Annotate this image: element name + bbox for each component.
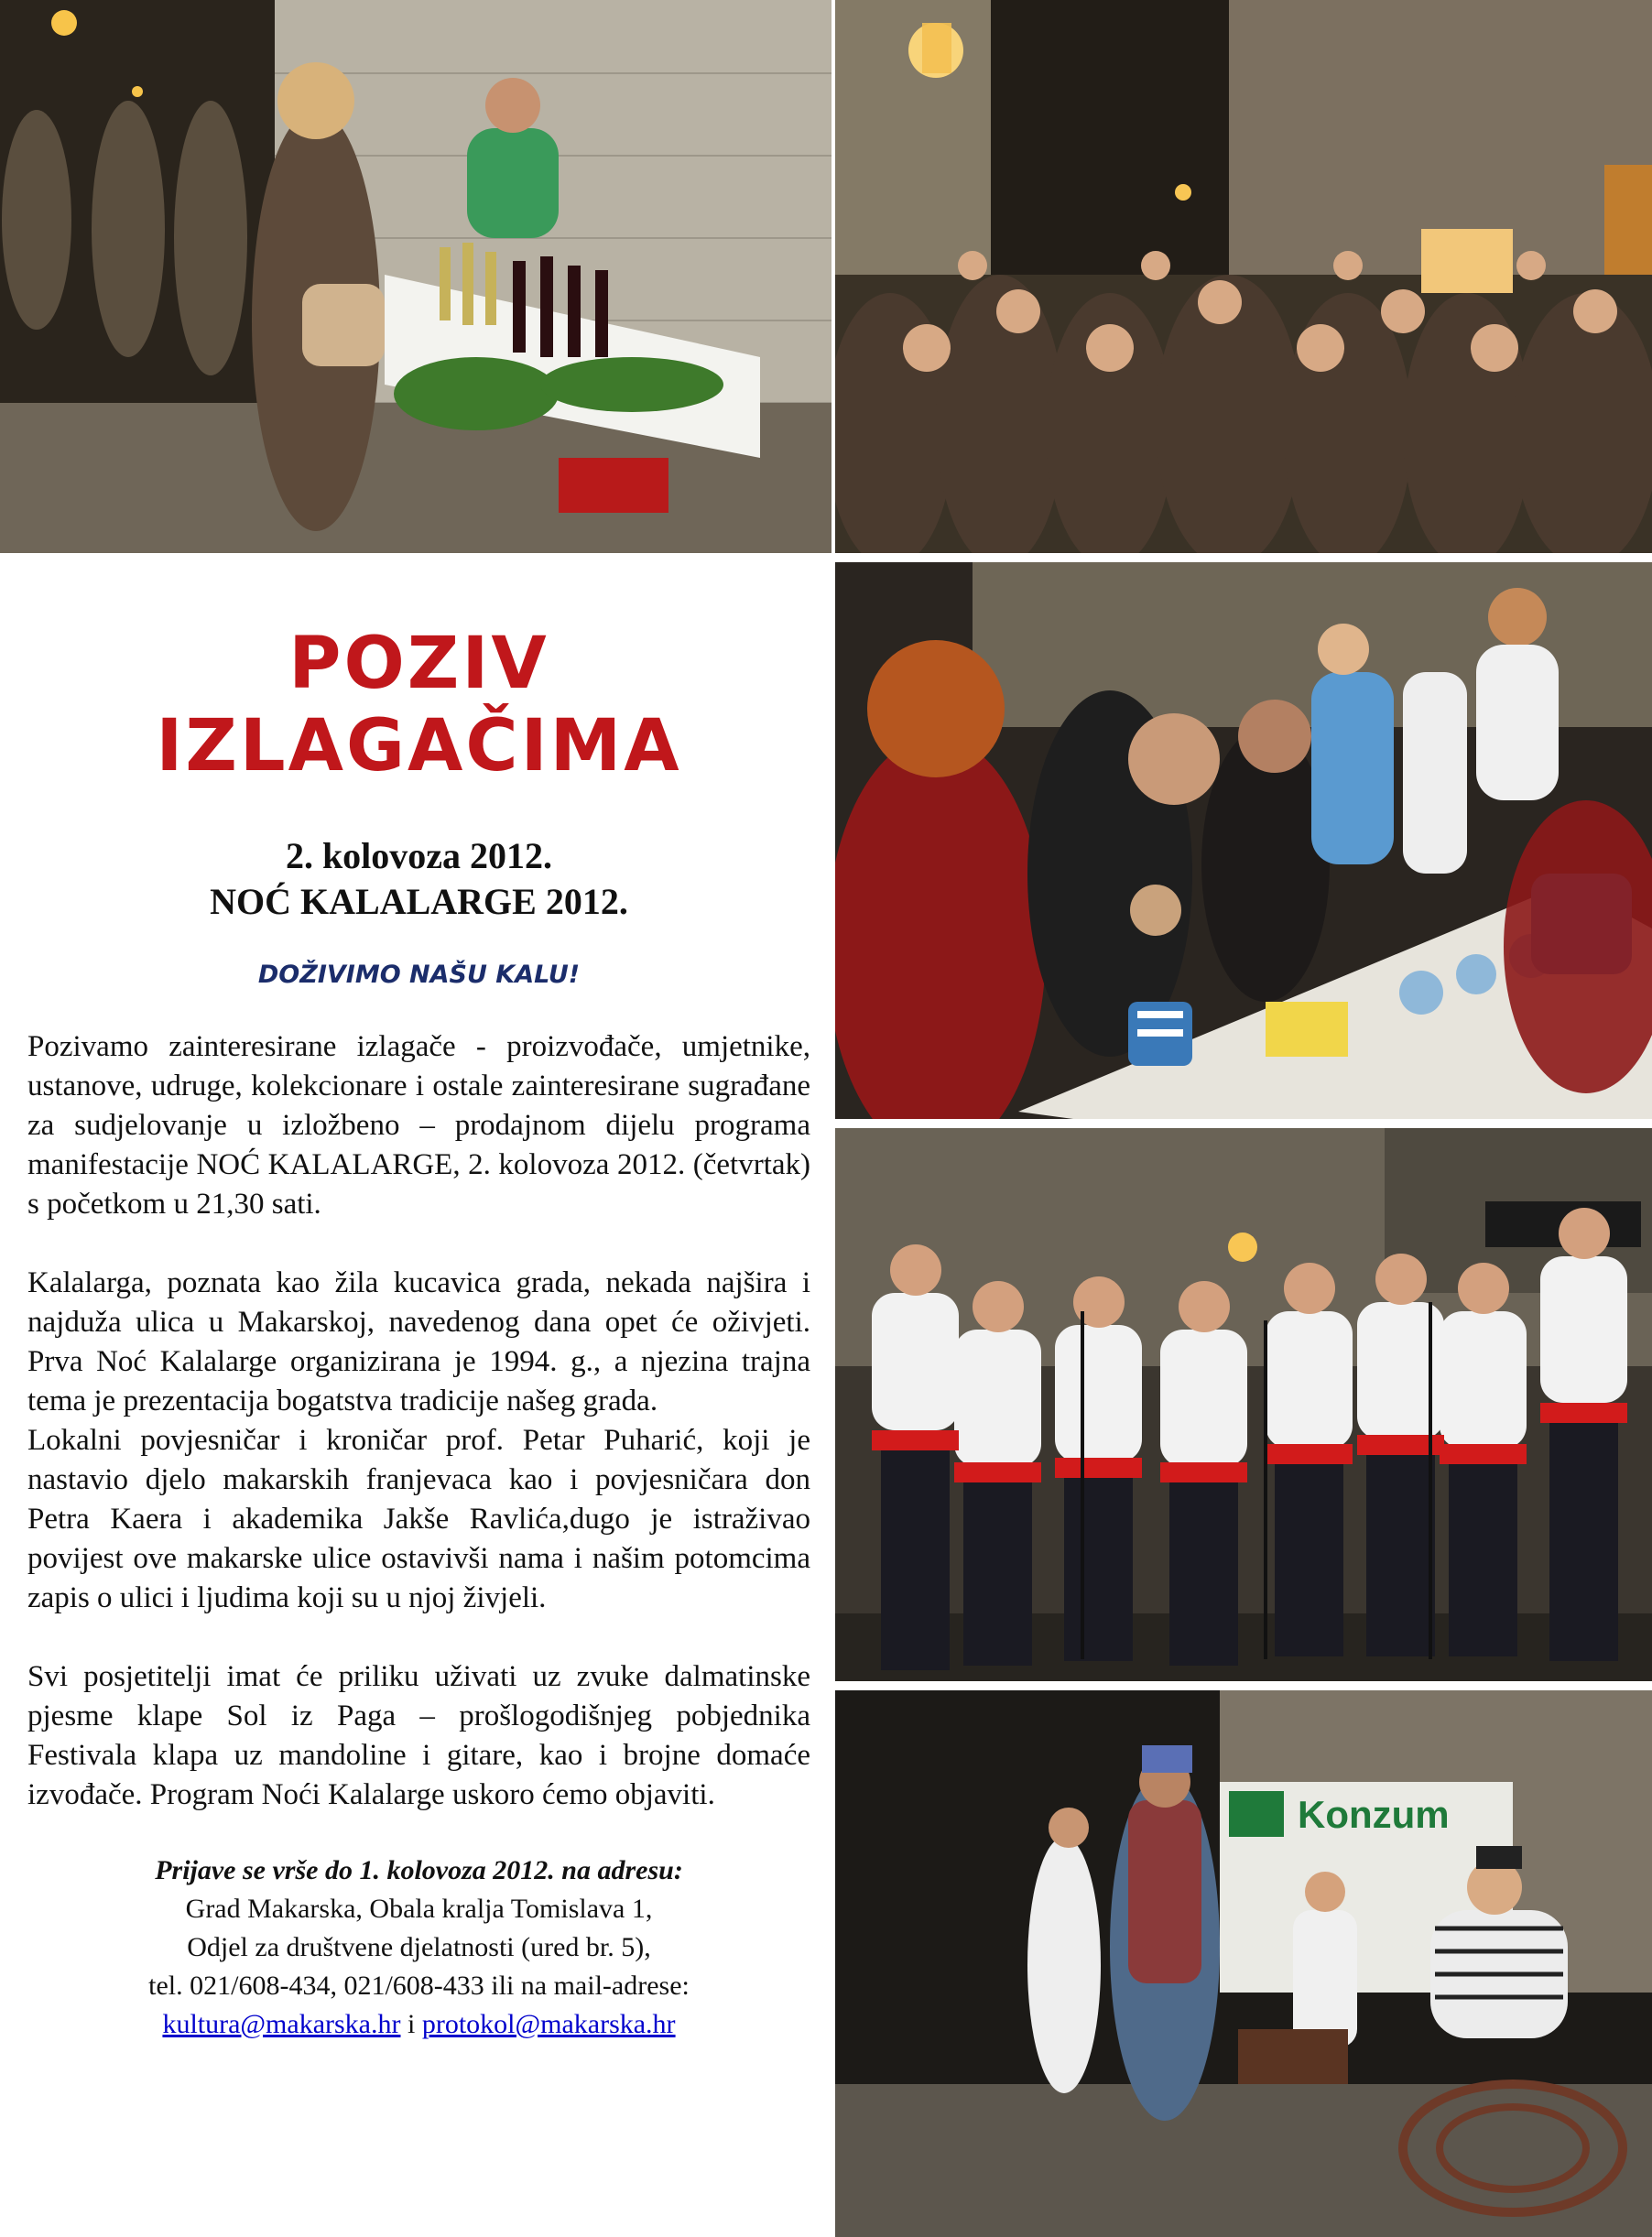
title-line-1: POZIV: [288, 623, 549, 705]
paragraph-invitation: Pozivamo zainteresirane izlagače - proizvođače, umjetnike, ustanove, udruge, kolekcionare i ostale zainteresirane sugrađane za sudjelovanje u izložbeno – prodajnom dijelu programa manifestacije NOĆ KALALARGE, 2. kolovoza 2012. (četvrtak) s početkom u 21,30 sati.: [27, 1030, 810, 1221]
konzum-sign: Konzum: [1298, 1793, 1450, 1836]
title-line-2: IZLAGAČIMA: [156, 705, 682, 787]
photo-wine-stall: [0, 0, 831, 553]
contact-emails: [27, 2005, 810, 2044]
photo-folk-performers: [835, 1690, 1652, 2237]
event-date: 2. kolovoza 2012.: [285, 835, 553, 876]
email-joiner: i: [400, 2009, 422, 2039]
event-name: NOĆ KALALARGE 2012.: [210, 881, 628, 922]
event-slogan: DOŽIVIMO NAŠU KALU!: [257, 961, 581, 989]
contact-block: [27, 1851, 810, 2044]
photo-klapa-singers: [835, 1128, 1652, 1681]
paragraph-program: Svi posjetitelji imat će priliku uživati uz zvuke dalmatinske pjesme klape Sol iz Paga – prošlogodišnjeg pobjednika Festivala klapa uz mandoline i gitare, kao i brojne domaće izvođače. Program Noći Kalalarge uskoro ćemo objaviti.: [27, 1660, 810, 1811]
contact-phone: tel. 021/608-434, 021/608-433 ili na mail-adrese:: [148, 1971, 690, 2001]
contact-office: Odjel za društvene djelatnosti (ured br. 5),: [187, 1932, 651, 1962]
contact-lead: Prijave se vrše do 1. kolovoza 2012. na adresu:: [155, 1855, 683, 1885]
paragraph-history: Lokalni povjesničar i kroničar prof. Petar Puharić, koji je nastavio djelo makarskih franjevaca kao i povjesničara don Petra Kaera i akademika Jakše Ravlića,dugo je istraživao povijest ove makarske ulice ostavivši nama i našim potomcima zapis o ulici i ljudima koji su u njoj živjeli.: [27, 1424, 810, 1614]
email-link-kultura[interactable]: kultura@makarska.hr: [162, 2009, 401, 2039]
photo-craft-table: [835, 562, 1652, 1119]
invitation-text: [27, 623, 810, 2044]
photo-crowd-night: [835, 0, 1652, 553]
paragraph-kalalarga: Kalalarga, poznata kao žila kucavica grada, nekada najšira i najduža ulica u Makarskoj, navedenog dana opet će oživjeti. Prva Noć Kalalarge organizirana je 1994. g., a njezina trajna tema je prezentacija bogatstva tradicije našeg grada.: [27, 1266, 810, 1417]
contact-address: Grad Makarska, Obala kralja Tomislava 1,: [185, 1894, 653, 1924]
email-link-protokol[interactable]: protokol@makarska.hr: [421, 2009, 676, 2039]
